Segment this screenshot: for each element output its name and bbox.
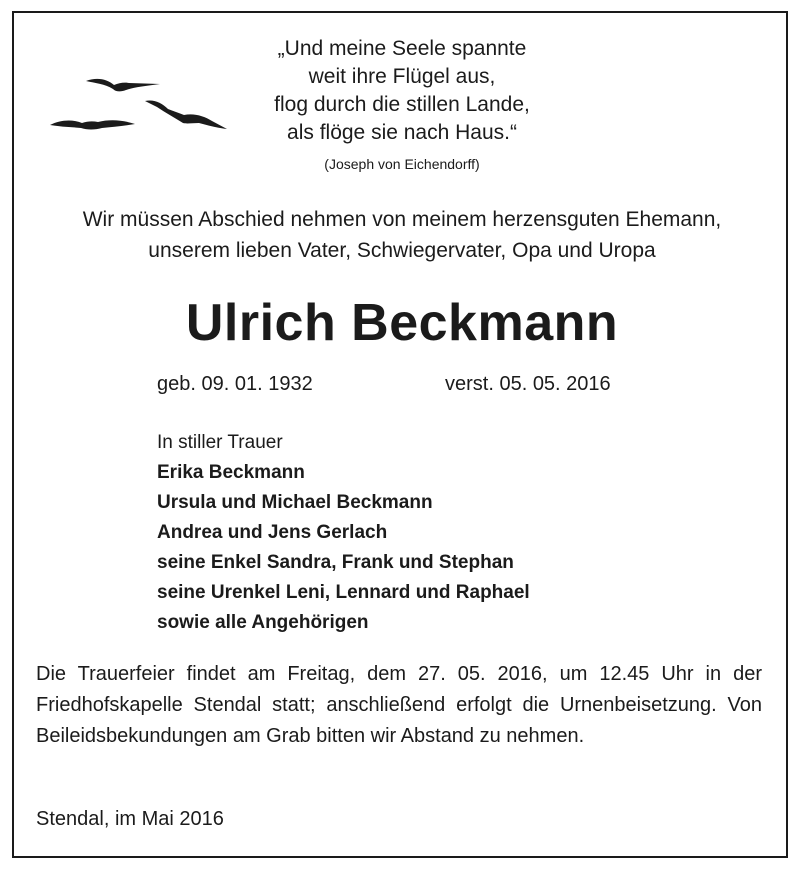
mourner-name: sowie alle Angehörigen — [157, 612, 369, 633]
mourner-name: seine Enkel Sandra, Frank und Stephan — [157, 552, 514, 573]
quote-line-4: als flöge sie nach Haus.“ — [287, 121, 517, 144]
birth-date: geb. 09. 01. 1932 — [157, 373, 313, 395]
mourner-name: Ursula und Michael Beckmann — [157, 492, 433, 513]
funeral-notice: Die Trauerfeier findet am Freitag, dem 27. 05. 2016, um 12.45 Uhr in der Friedhofskapelle Stendal statt; anschließend erfolgt die Urnenbeisetzung. Von Beileidsbekundungen am Grab bitten wir Abstand zu nehmen. — [36, 663, 762, 747]
mourning-heading: In stiller Trauer — [157, 432, 283, 453]
quote-line-3: flog durch die stillen Lande, — [274, 93, 530, 116]
mourner-name: seine Urenkel Leni, Lennard und Raphael — [157, 582, 530, 603]
announcement-line-1: Wir müssen Abschied nehmen von meinem herzensguten Ehemann, — [82, 208, 722, 231]
quote-line-1: „Und meine Seele spannte — [277, 37, 527, 60]
quote-line-2: weit ihre Flügel aus, — [308, 65, 496, 88]
announcement-line-2: unserem lieben Vater, Schwiegervater, Opa und Uropa — [148, 239, 656, 262]
quote-author: (Joseph von Eichendorff) — [324, 156, 480, 172]
death-date: verst. 05. 05. 2016 — [445, 373, 611, 395]
deceased-name: Ulrich Beckmann — [185, 294, 619, 352]
mourner-name: Erika Beckmann — [157, 462, 305, 483]
mourner-name: Andrea und Jens Gerlach — [157, 522, 388, 543]
obituary-frame — [12, 11, 788, 858]
place-date: Stendal, im Mai 2016 — [36, 808, 224, 830]
